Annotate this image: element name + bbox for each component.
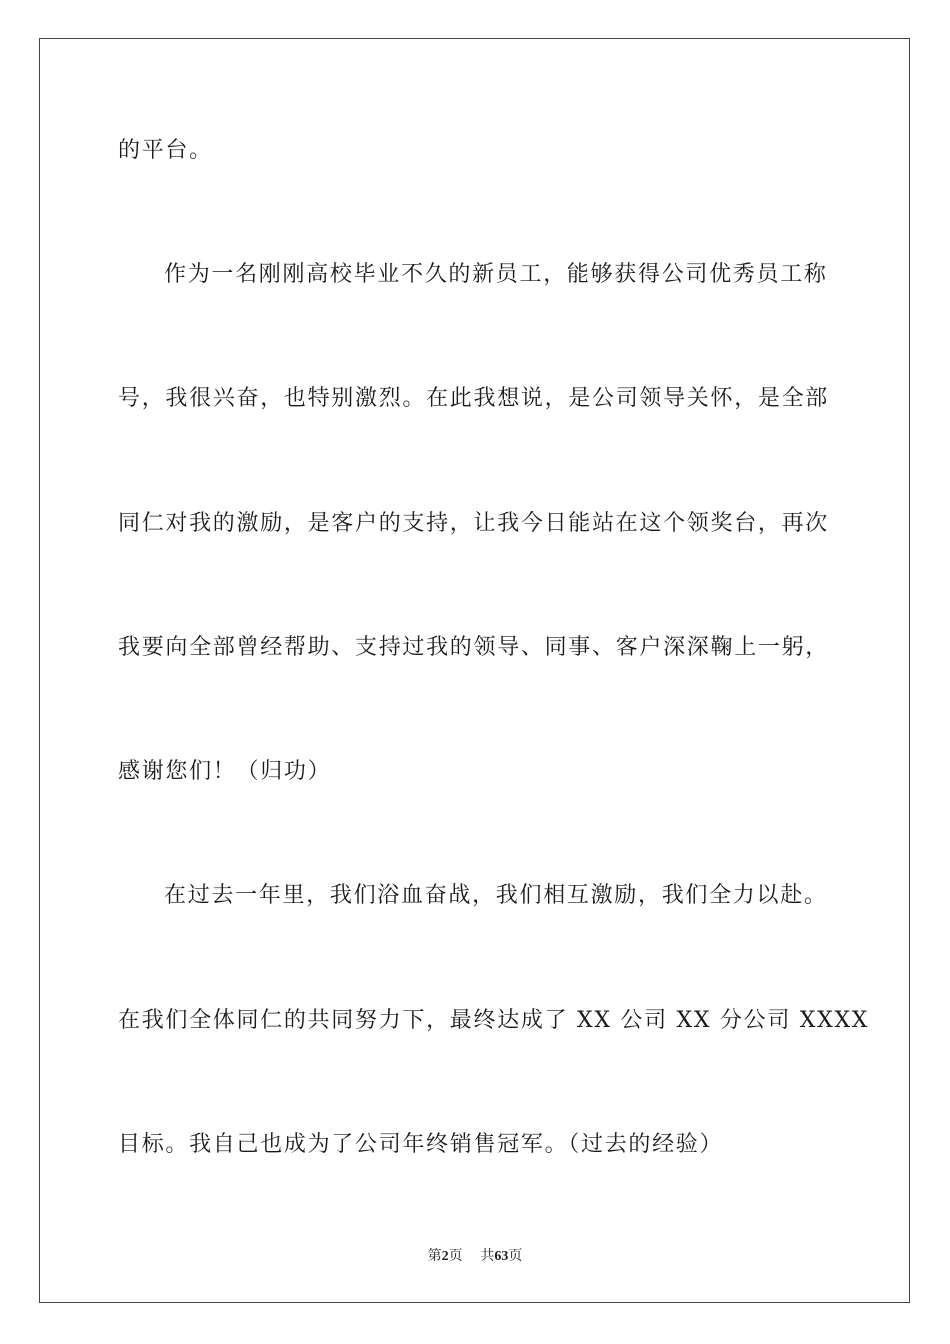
body-line-9: 目标。我自己也成为了公司年终销售冠军。（过去的经验） [118, 1132, 724, 1157]
body-line-8: 在我们全体同仁的共同努力下，最终达成了 XX 公司 XX 分公司 XXXX [118, 1008, 870, 1033]
body-line-7: 在过去一年里，我们浴血奋战，我们相互激励，我们全力以赴。 [164, 883, 828, 908]
body-line-4: 同仁对我的激励，是客户的支持，让我今日能站在这个领奖台，再次 [118, 511, 830, 536]
page-total: 63 [494, 1249, 509, 1264]
body-line-6: 感谢您们！（归功） [118, 759, 332, 784]
total-prefix: 共 [480, 1248, 495, 1264]
body-line-2: 作为一名刚刚高校毕业不久的新员工，能够获得公司优秀员工称 [164, 262, 828, 287]
page-border [39, 38, 910, 1303]
total-suffix: 页 [508, 1248, 523, 1264]
body-line-3: 号，我很兴奋，也特别激烈。在此我想说，是公司领导关怀，是全部 [118, 386, 830, 411]
page-footer [0, 1246, 950, 1267]
page-suffix: 页 [448, 1248, 463, 1264]
body-line-5: 我要向全部曾经帮助、支持过我的领导、同事、客户深深鞠上一躬， [118, 635, 830, 660]
page-prefix: 第 [427, 1248, 442, 1264]
page-current: 2 [441, 1249, 449, 1264]
body-line-1: 的平台。 [118, 138, 213, 163]
